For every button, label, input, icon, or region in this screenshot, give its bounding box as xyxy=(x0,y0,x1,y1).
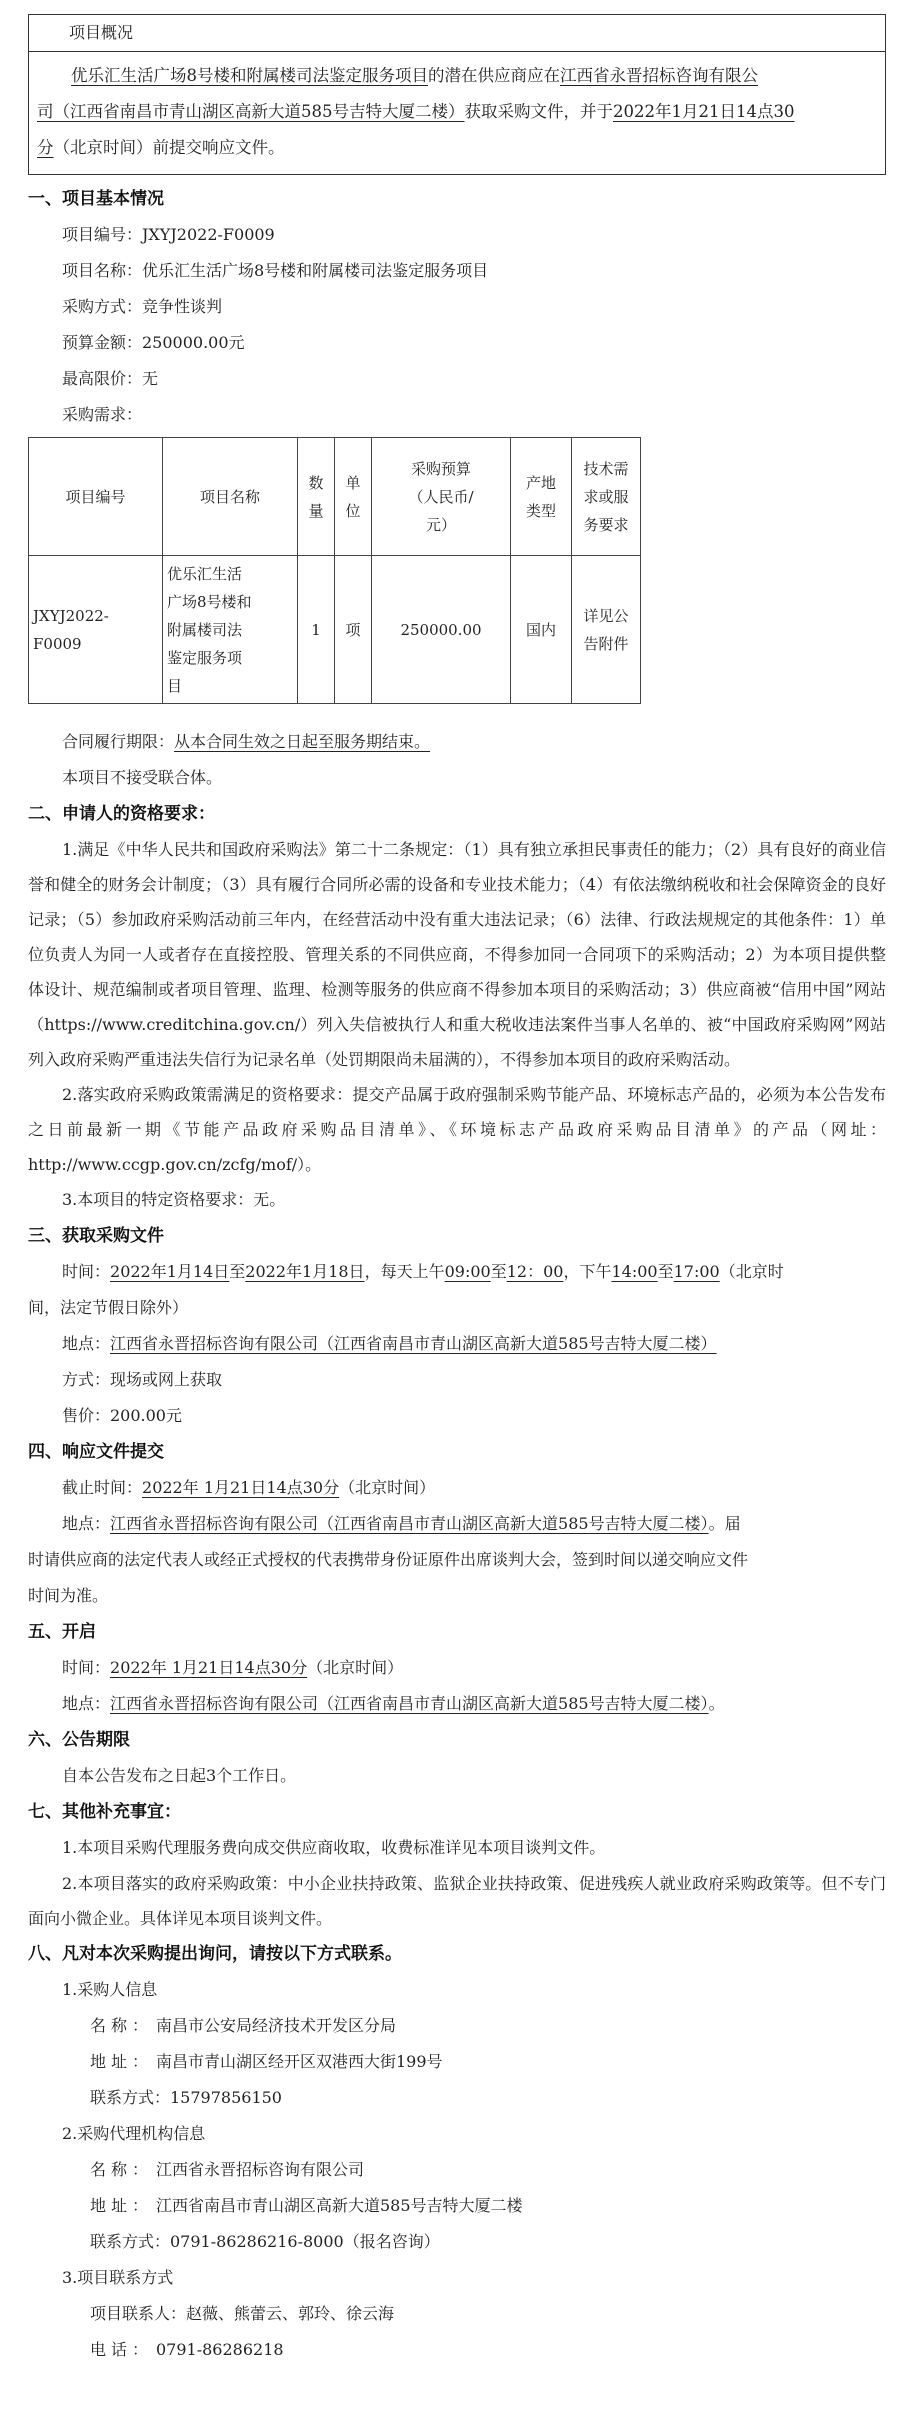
overview-title: 项目概况 xyxy=(28,14,886,52)
consortium-note: 本项目不接受联合体。 xyxy=(62,768,223,787)
obtain-time-cont: 间，法定节假日除外） xyxy=(28,1298,189,1317)
project-contact-persons: 项目联系人：赵薇、熊蕾云、郭玲、徐云海 xyxy=(90,2304,395,2323)
procurement-method: 采购方式：竞争性谈判 xyxy=(62,297,223,316)
submit-note-cont: 时间为准。 xyxy=(28,1586,109,1605)
obtain-time: 时间：2022年1月14日至2022年1月18日，每天上午09:00至12：00，下午14:00至17:00（北京时 xyxy=(62,1262,784,1281)
project-contact-phone: 电话： 0791-86286218 xyxy=(90,2340,284,2359)
project-name-link: 优乐汇生活广场8号楼和附属楼司法鉴定服务项目 xyxy=(71,66,428,85)
document-price: 售价：200.00元 xyxy=(62,1406,182,1425)
section-2-heading: 二、申请人的资格要求： xyxy=(28,804,215,824)
section-5-heading: 五、开启 xyxy=(28,1622,96,1642)
submit-deadline: 截止时间：2022年 1月21日14点30分（北京时间） xyxy=(62,1478,436,1497)
section-8-heading: 八、凡对本次采购提出询问，请按以下方式联系。 xyxy=(28,1944,402,1964)
buyer-phone: 联系方式：15797856150 xyxy=(90,2088,282,2107)
section-3-heading: 三、获取采购文件 xyxy=(28,1226,164,1246)
notice-period: 自本公告发布之日起3个工作日。 xyxy=(62,1766,297,1785)
th-qty: 数 量 xyxy=(298,438,335,556)
section-4-heading: 四、响应文件提交 xyxy=(28,1442,164,1462)
td-code: JXYJ2022- F0009 xyxy=(29,556,163,704)
agent-address: 地址： 江西省南昌市青山湖区高新大道585号吉特大厦二楼 xyxy=(90,2196,523,2215)
contract-period: 合同履行期限：从本合同生效之日起至服务期结束。 xyxy=(62,732,431,751)
supplement-2: 2.本项目落实的政府采购政策：中小企业扶持政策、监狱企业扶持政策、促进残疾人就业政府采购政策等。但不专门面向小微企业。具体详见本项目谈判文件。 xyxy=(28,1874,886,1928)
project-contact-title: 3.项目联系方式 xyxy=(62,2268,174,2287)
deadline-link: 2022年1月21日14点30 xyxy=(613,102,795,121)
section-1-heading: 一、项目基本情况 xyxy=(28,189,164,209)
supplement-1: 1.本项目采购代理服务费向成交供应商收取，收费标准详见本项目谈判文件。 xyxy=(62,1838,606,1857)
overview-box xyxy=(28,52,886,175)
table-row xyxy=(29,556,641,704)
buyer-address: 地址： 南昌市青山湖区经开区双港西大街199号 xyxy=(90,2052,443,2071)
agent-title: 2.采购代理机构信息 xyxy=(62,2124,206,2143)
section-6-heading: 六、公告期限 xyxy=(28,1730,130,1750)
announcement-page xyxy=(28,14,886,2368)
project-code: 项目编号：JXYJ2022-F0009 xyxy=(62,225,275,244)
overview-line-2: 司（江西省南昌市青山湖区高新大道585号吉特大厦二楼）获取采购文件，并于2022年1月21日14点30 xyxy=(37,102,795,121)
submit-note: 时请供应商的法定代表人或经正式授权的代表携带身份证原件出席谈判大会，签到时间以递交响应文件 xyxy=(28,1550,749,1569)
qualification-3: 3.本项目的特定资格要求：无。 xyxy=(62,1190,286,1209)
td-budget: 250000.00 xyxy=(372,556,511,704)
th-name: 项目名称 xyxy=(163,438,298,556)
opening-time: 时间：2022年 1月21日14点30分（北京时间） xyxy=(62,1658,404,1677)
td-origin: 国内 xyxy=(511,556,572,704)
th-tech: 技术需 求或服 务要求 xyxy=(572,438,641,556)
td-qty: 1 xyxy=(298,556,335,704)
td-name: 优乐汇生活 广场8号楼和 附属楼司法 鉴定服务项 目 xyxy=(163,556,298,704)
section-7-heading: 七、其他补充事宜： xyxy=(28,1802,181,1822)
td-tech: 详见公 告附件 xyxy=(572,556,641,704)
requirements-label: 采购需求： xyxy=(62,405,143,424)
opening-place: 地点：江西省永晋招标咨询有限公司（江西省南昌市青山湖区高新大道585号吉特大厦二楼）。 xyxy=(62,1694,725,1713)
th-unit: 单 位 xyxy=(335,438,372,556)
project-name: 项目名称：优乐汇生活广场8号楼和附属楼司法鉴定服务项目 xyxy=(62,261,489,280)
max-price: 最高限价：无 xyxy=(62,369,159,388)
agent-phone: 联系方式：0791-86286216-8000（报名咨询） xyxy=(90,2232,440,2251)
qualification-2: 2.落实政府采购政策需满足的资格要求：提交产品属于政府强制采购节能产品、环境标志产品的，必须为本公告发布之日前最新一期《节能产品政府采购品目清单》、《环境标志产品政府采购品目清单》的产品（网址：http://www.ccgp.gov.cn/zcfg/mof/）。 xyxy=(28,1085,886,1174)
overview-line-3: 分（北京时间）前提交响应文件。 xyxy=(37,138,285,157)
qualification-1: 1.满足《中华人民共和国政府采购法》第二十二条规定：（1）具有独立承担民事责任的能力；（2）具有良好的商业信誉和健全的财务会计制度；（3）具有履行合同所必需的设备和专业技术能力；（4）有依法缴纳税收和社会保障资金的良好记录；（5）参加政府采购活动前三年内，在经营活动中没有重大违法记录；（6）法律、行政法规规定的其他条件：1）单位负责人为同一人或者存在直接控股、管理关系的不同供应商，不得参加同一合同项下的采购活动；2）为本项目提供整体设计、规范编制或者项目管理、监理、检测等服务的供应商不得参加本项目的采购活动；3）供应商被“信用中国”网站（https://www.creditchina.gov.cn/）列入失信被执行人和重大税收违法案件当事人名单的、被“中国政府采购网”网站列入政府采购严重违法失信行为记录名单（处罚期限尚未届满的），不得参加本项目的政府采购活动。 xyxy=(28,840,886,1069)
obtain-method: 方式：现场或网上获取 xyxy=(62,1370,223,1389)
th-budget: 采购预算 （人民币/ 元） xyxy=(372,438,511,556)
th-origin: 产地 类型 xyxy=(511,438,572,556)
td-unit: 项 xyxy=(335,556,372,704)
budget-amount: 预算金额：250000.00元 xyxy=(62,333,245,352)
obtain-place: 地点：江西省永晋招标咨询有限公司（江西省南昌市青山湖区高新大道585号吉特大厦二楼） xyxy=(62,1334,717,1353)
requirements-table xyxy=(28,437,641,704)
submit-place: 地点：江西省永晋招标咨询有限公司（江西省南昌市青山湖区高新大道585号吉特大厦二楼）。届 xyxy=(62,1514,741,1533)
agent-name: 名称： 江西省永晋招标咨询有限公司 xyxy=(90,2160,365,2179)
th-code: 项目编号 xyxy=(29,438,163,556)
overview-line-1: 优乐汇生活广场8号楼和附属楼司法鉴定服务项目的潜在供应商应在江西省永晋招标咨询有限公 xyxy=(71,66,758,85)
buyer-title: 1.采购人信息 xyxy=(62,1980,158,1999)
agent-name-link: 江西省永晋招标咨询有限公 xyxy=(560,66,758,85)
buyer-name: 名称： 南昌市公安局经济技术开发区分局 xyxy=(90,2016,397,2035)
table-header-row xyxy=(29,438,641,556)
